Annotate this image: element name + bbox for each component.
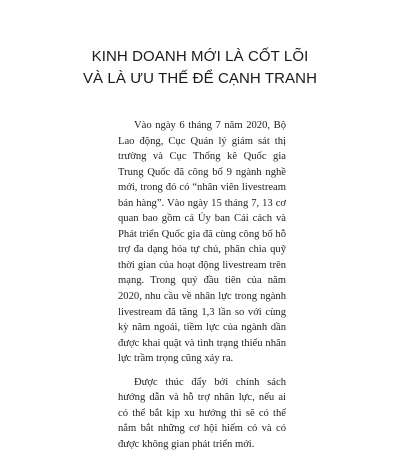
chapter-title-line-1: KINH DOANH MỚI LÀ CỐT LÕI: [91, 48, 309, 65]
chapter-title: [0, 46, 400, 90]
paragraph: Vào ngày 6 tháng 7 năm 2020, Bộ Lao động, Cục Quản lý giám sát thị trường và Cục Thống kê Quốc gia Trung Quốc đã công bố 9 ngành nghề mới, trong đó có “nhân viên livestream bán hàng”. Vào ngày 15 tháng 7, 13 cơ quan bao gồm cả Ủy ban Cải cách và Phát triển Quốc gia đã cùng công bố hỗ trợ đa dạng hóa tự chủ, phân chia quỹ thời gian của hoạt động livestream trên mạng. Trong quý đầu tiên của năm 2020, nhu cầu về nhân lực trong ngành livestream đã tăng 1,3 lần so với cùng kỳ năm ngoái, tiềm lực của ngành dần được khai quật và tình trạng thiếu nhân lực trầm trọng cũng xảy ra.: [118, 120, 286, 365]
paragraph: Được thúc đẩy bởi chính sách hướng dẫn và hỗ trợ nhân lực, nếu ai có thể bắt kịp xu hướng thì sẽ có thể nắm bắt những cơ hội hiếm có và có được không gian phát triển mới.: [118, 376, 286, 450]
chapter-title-line-2: VÀ LÀ ƯU THẾ ĐỂ CẠNH TRANH: [82, 70, 318, 87]
body-text: [118, 118, 286, 452]
